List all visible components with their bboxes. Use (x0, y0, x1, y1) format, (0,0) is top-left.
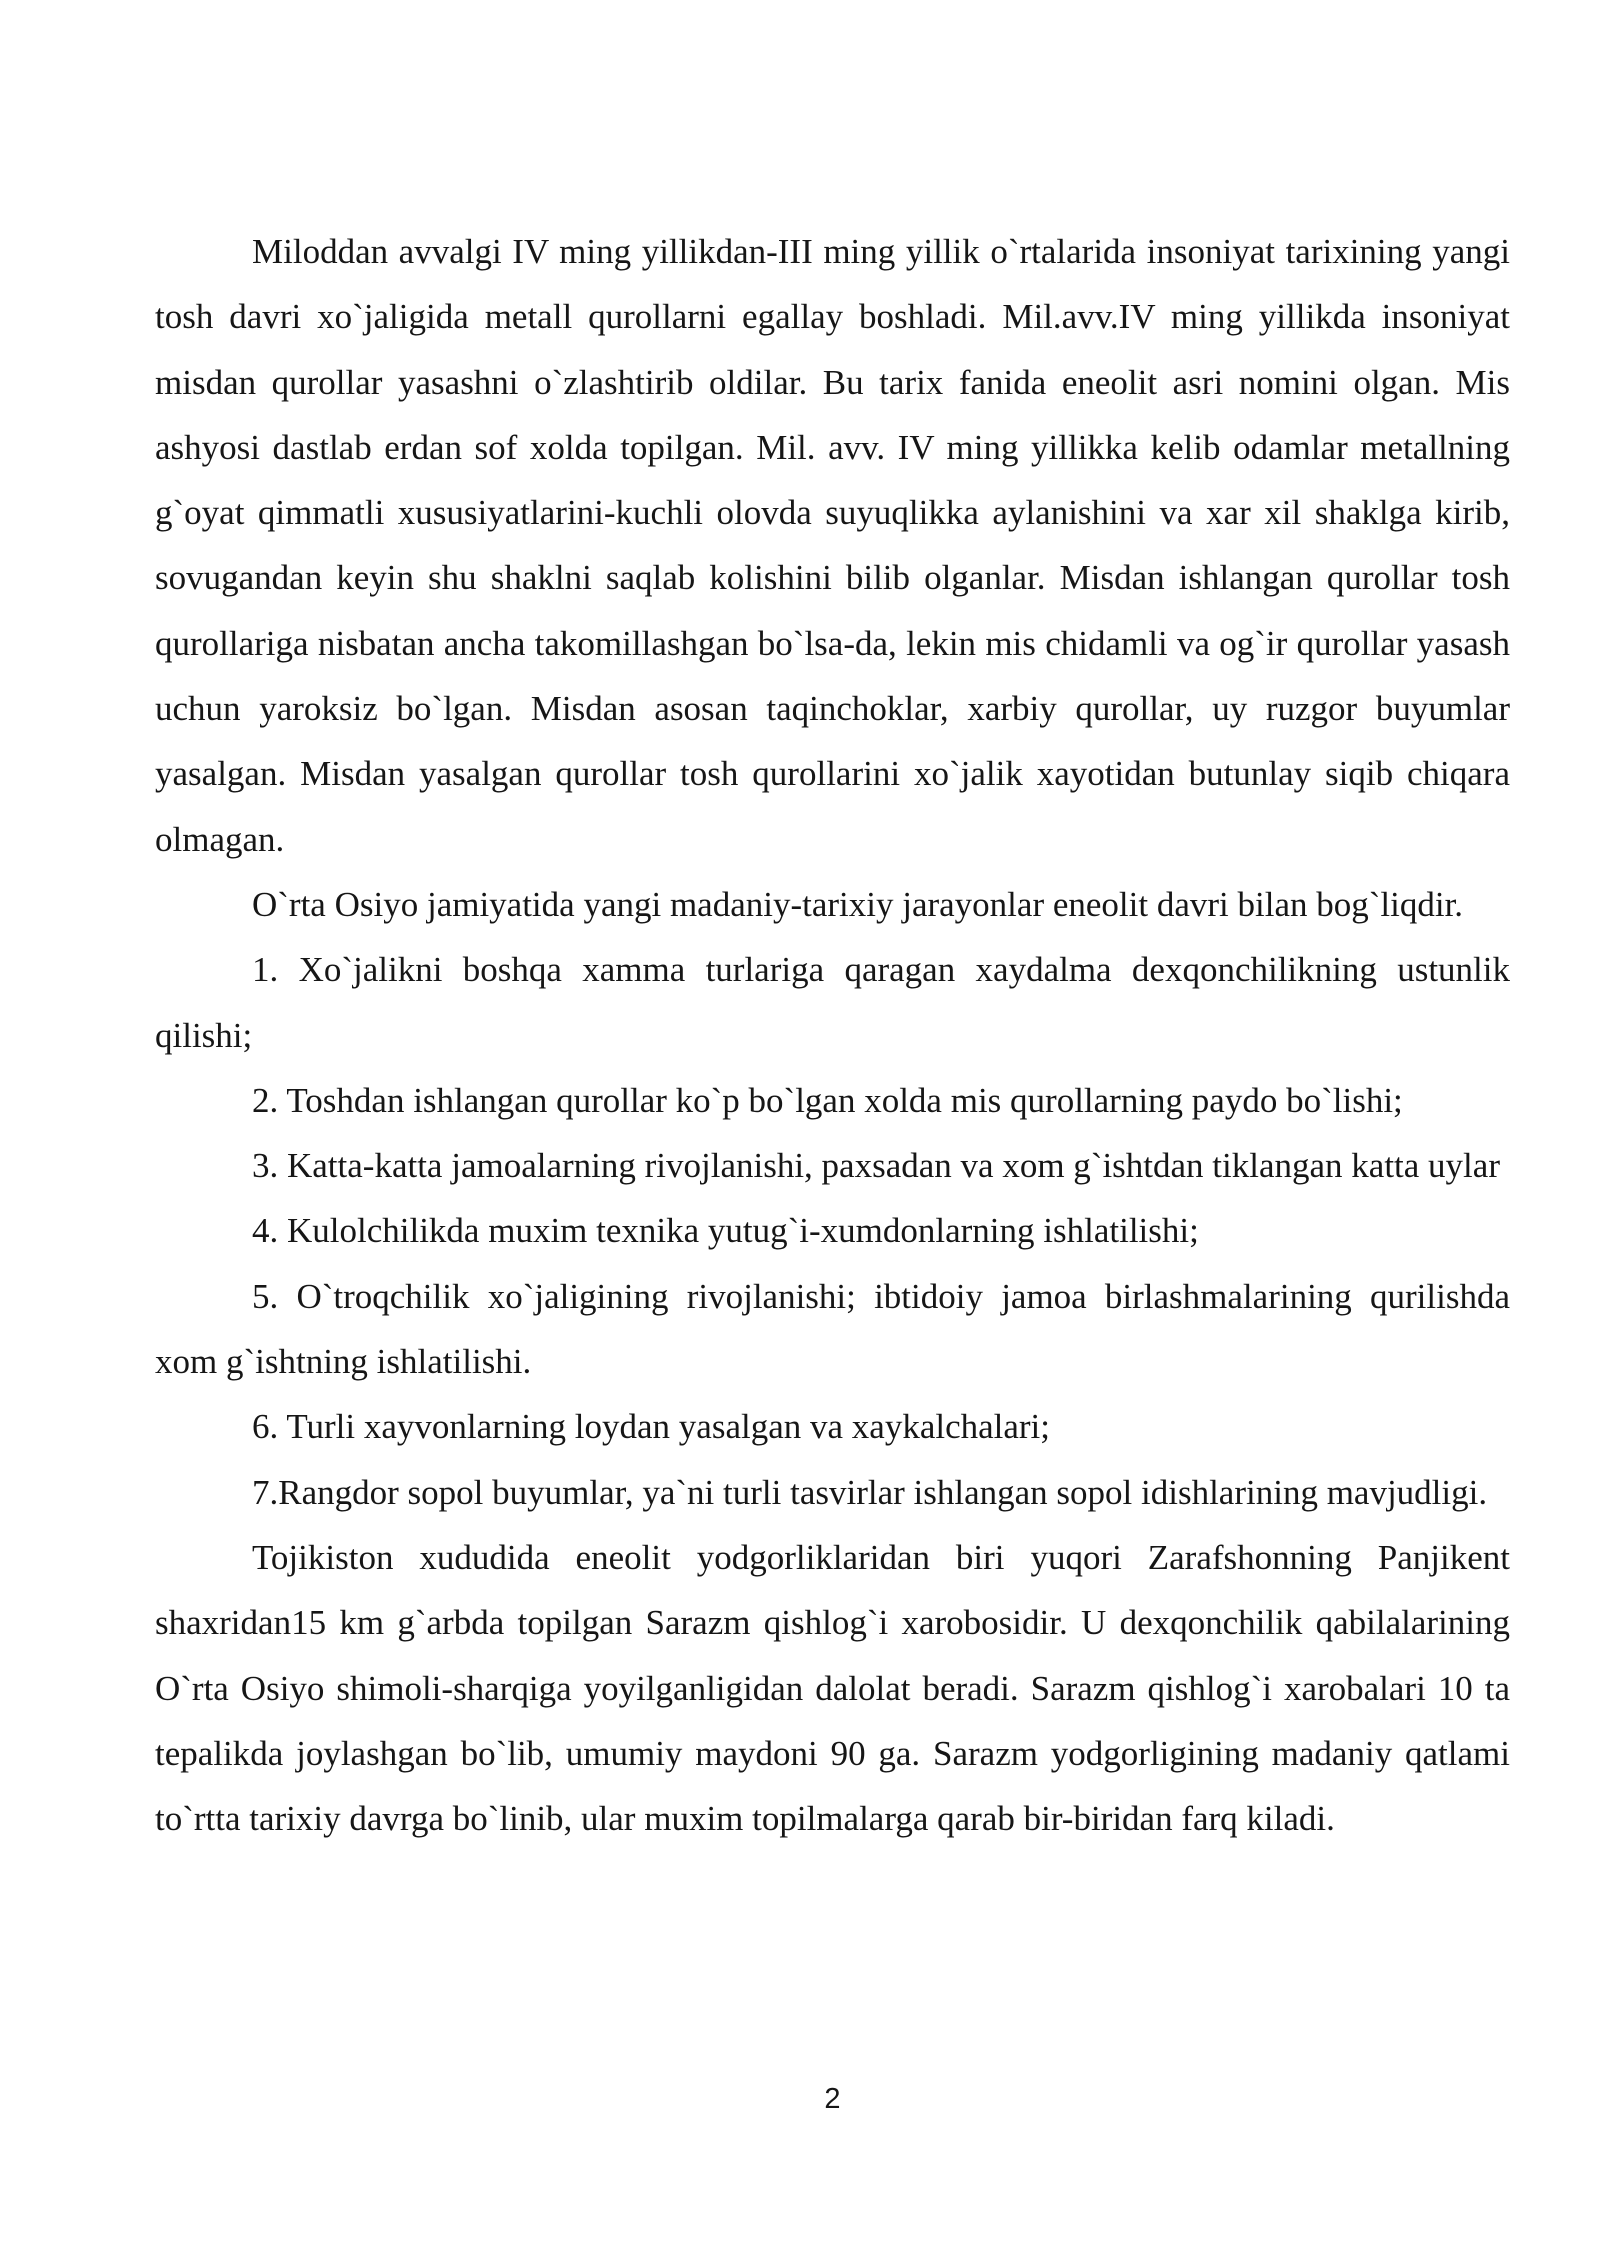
list-item-3: 3. Katta-katta jamoalarning rivojlanishi, paxsadan va xom g`ishtdan tiklangan katta uylar (252, 1146, 1500, 1186)
paragraph-central-asia-processes: O`rta Osiyo jamiyatida yangi madaniy-tarixiy jarayonlar eneolit davri bilan bog`liqdir. (252, 884, 1464, 924)
paragraph-sarazm: Tojikiston xududida eneolit yodgorliklaridan biri yuqori Zarafshonning Panjikent shaxridan15 km g`arbda topilgan Sarazm qishlog`i xarobosidir. U dexqonchilik qabilalarining O`rta Osiyo shimoli-sharqiga yoyilganligidan dalolat beradi. Sarazm qishlog`i xarobalari 10 ta tepalikda joylashgan bo`lib, umumiy maydoni 90 ga. Sarazm yodgorligining madaniy qatlami to`rtta tarixiy davrga bo`linib, ular muxim topilmalarga qarab bir-biridan farq kiladi. (155, 1537, 1510, 1839)
paragraph-intro-eneolithic: Miloddan avvalgi IV ming yillikdan-III ming yillik o`rtalarida insoniyat tarixining yangi tosh davri xo`jaligida metall qurollarni egallay boshladi. Mil.avv.IV ming yillikda insoniyat misdan qurollar yasashni o`zlashtirib oldilar. Bu tarix fanida eneolit asri nomini olgan. Mis ashyosi dastlab erdan sof xolda topilgan. Mil. avv. IV ming yillikka kelib odamlar metallning g`oyat qimmatli xususiyatlarini-kuchli olovda suyuqlikka aylanishini va xar xil shaklga kirib, sovugandan keyin shu shaklni saqlab kolishini bilib olganlar. Misdan ishlangan qurollar tosh qurollariga nisbatan ancha takomillashgan bo`lsa-da, lekin mis chidamli va og`ir qurollar yasash uchun yaroksiz bo`lgan. Misdan asosan taqinchoklar, xarbiy qurollar, uy ruzgor buyumlar yasalgan. Misdan yasalgan qurollar tosh qurollarini xo`jalik xayotidan butunlay siqib chiqara olmagan. (155, 232, 1510, 859)
list-item-1: 1. Xo`jalikni boshqa xamma turlariga qaragan xaydalma dexqonchilikning ustunlik qilishi; (155, 950, 1510, 1055)
list-item-5: 5. O`troqchilik xo`jaligining rivojlanishi; ibtidoiy jamoa birlashmalarining qurilishda xom g`ishtning ishlatilishi. (155, 1276, 1510, 1382)
page-number: 2 (824, 2083, 841, 2115)
list-item-2: 2. Toshdan ishlangan qurollar ko`p bo`lgan xolda mis qurollarning paydo bo`lishi; (252, 1080, 1403, 1120)
document-body (155, 219, 1510, 1851)
list-item-6: 6. Turli xayvonlarning loydan yasalgan va xaykalchalari; (252, 1407, 1051, 1447)
list-item-4: 4. Kulolchilikda muxim texnika yutug`i-xumdonlarning ishlatilishi; (252, 1211, 1199, 1251)
list-item-7: 7.Rangdor sopol buyumlar, ya`ni turli tasvirlar ishlangan sopol idishlarining mavjudligi. (252, 1472, 1488, 1512)
